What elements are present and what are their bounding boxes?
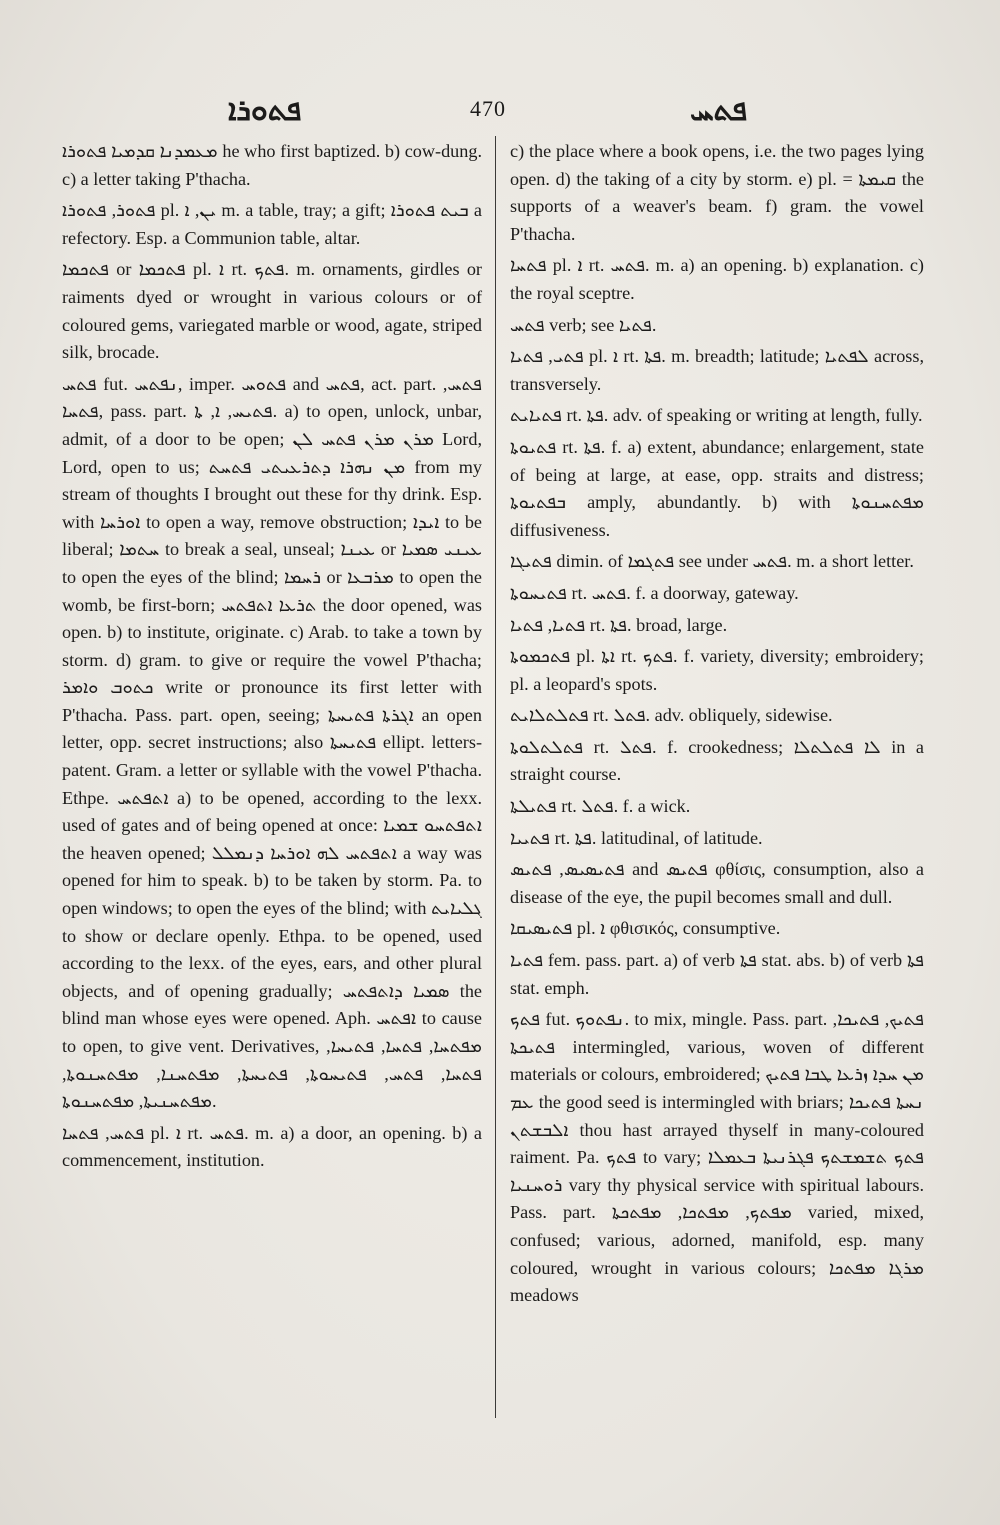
- entry: c) the place where a book opens, i.e. the two pages lying open. d) the taking of a city by storm. e) pl. = ܩܝܡܬܐ the supports of a weaver's beam. f) gram. the vowel P'thacha.: [510, 141, 924, 244]
- entry: ܦܬܠܬܠܐܝܬ rt. ܦܬܠ. adv. obliquely, sidewise.: [510, 705, 833, 726]
- entry: ܦܬܝܐܝܬ rt. ܦܬܐ. adv. of speaking or writing at length, fully.: [510, 405, 923, 426]
- left-column: [62, 138, 482, 1179]
- right-column: [510, 138, 924, 1314]
- page-number: 470: [470, 96, 506, 121]
- entry: ܦܬܝܚܘܬܐ rt. ܦܬܚ. f. a doorway, gateway.: [510, 582, 799, 603]
- entry: ܦܬܚ, ܦܬܚܐ pl. ܐ rt. ܦܬܚ. m. a) a door, an opening. b) a commencement, institution.: [62, 1122, 482, 1171]
- entry: ܡܥܡܕܢܐ ܩܕܡܝܐ ܦܬܘܪܐ he who first baptized. b) cow-dung. c) a letter taking P'thacha.: [62, 141, 482, 189]
- entry: ܦܬܚ verb; see ܦܬܝܐ.: [510, 314, 657, 335]
- entry: ܦܬܟܡܘܬܐ pl. ܐܬܐ rt. ܦܬܟ. f. variety, diversity; embroidery; pl. a leopard's spots.: [510, 646, 924, 694]
- entry: ܦܬܘܪ, ܦܬܘܪܐ pl. ܝܢ, ܐ m. a table, tray; a gift; ܒܝܬ ܦܬܘܪܐ a refectory. Esp. a Communion table, altar.: [62, 200, 482, 248]
- entry: ܦܬܝܝܐ rt. ܦܬܐ. latitudinal, of latitude.: [510, 827, 763, 848]
- running-head-left-word: ܦܬܘܪܐ: [228, 94, 302, 127]
- entry: ܦܬܝܣܝܣ, ܦܬܝܣ and ܦܬܝܣ φθίσις, consumption, also a disease of the eye, the pupil becomes small and dull.: [510, 859, 924, 907]
- running-head: [0, 90, 1000, 130]
- entry: ܦܬܝ, ܦܬܝܐ pl. ܐ rt. ܦܬܐ. m. breadth; latitude; ܠܦܬܝܐ across, transversely.: [510, 346, 924, 394]
- entry: ܦܬܝܓܐ dimin. of ܦܬܓܡܐ see under ܦܬܚ. m. a short letter.: [510, 551, 914, 572]
- entry: ܦܬܠܬܠܘܬܐ rt. ܦܬܠ. f. crookedness; ܠܐ ܦܬܠܬܠܐ in a straight course.: [510, 736, 924, 785]
- running-head-right-word: ܦܬܚ: [690, 94, 748, 127]
- entry: ܦܬܝܠܬܐ rt. ܦܬܠ. f. a wick.: [510, 796, 691, 817]
- entry: ܦܬܝܐ fem. pass. part. a) of verb ܦܬܐ stat. abs. b) of verb ܦܬܐ stat. emph.: [510, 950, 924, 998]
- entry: ܦܬܟ fut. ܢܦܬܘܟ. to mix, mingle. Pass. part. ܦܬܝܟ, ܦܬܝܟܐ, ܦܬܝܟܬܐ intermingled, various, woven of different materials or colours, embroidered; ܡܢ ܚܕܐ ܙܪܥܐ ܛܒܐ ܦܬܝܟ ܥܡ the good seed is intermingled with briars; ܢܚܬܐ ܦܬܝܟܐ ܐܠܒܫܬܢ thou hast arrayed thyself in many-coloured raiment. Pa. ܦܬܟ to vary; ܦܬܟ ܬܫܡܫܬܟ ܦܓܪܢܝܬܐ ܒܥܡܠܐ ܪܘܚܢܝܐ vary thy physical service with spiritual labours. Pass. part. ܡܦܬܟ, ܡܦܬܟܐ, ܡܦܬܟܬܐ varied, mixed, confused; various, adorned, manifold, esp. many coloured, wrought in various colours; ܡܪܓܐ ܡܦܬܟܐ meadows: [510, 1009, 925, 1306]
- entry: ܦܬܟܡܐ or ܦܬܟܡܐ pl. ܐ rt. ܦܬܟ. m. ornaments, girdles or raiments dyed or wrought in various colours or of coloured gems, variegated marble or wood, agate, striped silk, brocade.: [62, 259, 482, 363]
- entry: ܦܬܝܘܬܐ rt. ܦܬܐ. f. a) extent, abundance; enlargement, state of being at large, at ease, opp. straits and distress; ܒܦܬܝܘܬܐ amply, abundantly. b) with ܡܦܬܚܢܘܬܐ diffusiveness.: [510, 436, 924, 540]
- entry: ܦܬܚ fut. ܢܦܬܚ, imper. ܦܬܘܚ and ܦܬܚ, act. part. ܦܬܚ, ܦܬܚܐ, pass. part. ܦܬܝܚ, ܐ, ܬܐ. a) to open, unlock, unbar, admit, of a door to be open; ܡܪܢ ܡܪܢ ܦܬܚ ܠܢ Lord, Lord, open to us; ܡܢ ܢܗܪܐ ܕܬܪܥܝܬܝ ܦܬܚܬ from my stream of thoughts I brought out these for thy drink. Esp. with ܐܘܪܚܐ to open a way, remove obstruction; ܐܝܕܐ to be liberal; ܚܬܡܐ to break a seal, unseal; ܥܝܢܐ or ܥܝܢܝ ܣܡܝܐ to open the eyes of the blind; ܪܚܡܐ or ܡܪܒܥܐ to open the womb, be first-born; ܬܪܥܐ ܐܬܦܬܚ the door opened, was open. b) to institute, originate. c) Arab. to take a town by storm. d) gram. to give or require the vowel P'thacha; ܟܬܘܒ ܘܐܡܪ write or pronounce its first letter with P'thacha. Pass. part. open, seeing; ܐܓܪܬܐ ܦܬܝܚܬܐ an open letter, opp. secret instructions; also ܦܬܝܚܬܐ ellipt. letters-patent. Gram. a letter or syllable with the vowel P'thacha. Ethpe. ܐܬܦܬܚ a) to be opened, according to the lexx. used of gates and of being opened at once: ܐܬܦܬܚܘ ܫܡܝܐ the heaven opened; ܐܬܦܬܚ ܠܗ ܐܘܪܚܐ ܕܢܡܠܠ a way was opened for him to speak. b) to be taken by storm. Pa. to open windows; to open the eyes of the blind; with ܓܠܝܐܝܬ to show or declare openly. Ethpa. to be opened, used according to the lexx. of the eyes, ears, and other plural objects, and of opening gradually; ܣܡܝܐ ܕܐܬܦܬܚ the blind man whose eyes were opened. Aph. ܐܦܬܚ to cause to open, to give vent. Derivatives, ܡܦܬܚܐ, ܦܬܚܐ, ܦܬܝܚܐ, ܦܬܚܐ, ܦܬܚ, ܦܬܝܚܘܬܐ, ܦܬܝܚܬܐ, ܡܦܬܚܢܐ, ܡܦܬܚܢܘܬܐ, ܡܦܬܚܢܝܬܐ, ܡܦܬܚܢܘܬܐ.: [62, 373, 483, 1112]
- entry: ܦܬܚܐ pl. ܐ rt. ܦܬܚ. m. a) an opening. b) explanation. c) the royal sceptre.: [510, 255, 924, 303]
- entry: ܦܬܝܣܝܩܐ pl. ܐ φθισικός, consumptive.: [510, 918, 781, 939]
- entry: ܦܬܝܐ, ܦܬܝܐ rt. ܦܬܐ. broad, large.: [510, 614, 728, 635]
- column-divider: [495, 136, 496, 1418]
